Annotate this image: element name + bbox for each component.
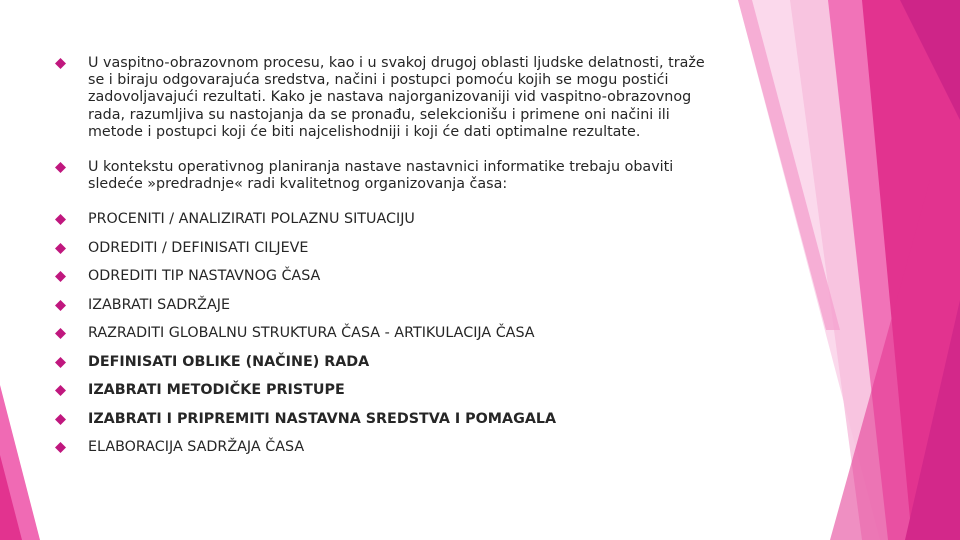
list-item	[55, 211, 725, 228]
diamond-bullet-icon	[55, 357, 66, 368]
list-item-text: ODREDITI TIP NASTAVNOG ČASA	[88, 268, 321, 285]
list-item	[55, 297, 725, 314]
list-item	[55, 439, 725, 456]
list-item	[55, 354, 725, 371]
diamond-bullet-icon	[55, 214, 66, 225]
diamond-bullet-icon	[55, 385, 66, 396]
list-item	[55, 268, 725, 285]
diamond-bullet-icon	[55, 442, 66, 453]
list-item-text: U kontekstu operativnog planiranja nastave nastavnici informatike trebaju obaviti sledeće »predradnje« radi kvalitetnog organizovanja časa:	[88, 159, 674, 193]
list-item	[55, 325, 725, 342]
list-item-text: ODREDITI / DEFINISATI CILJEVE	[88, 239, 309, 256]
list-item	[55, 240, 725, 257]
list-item-text: PROCENITI / ANALIZIRATI POLAZNU SITUACIJU	[88, 211, 415, 228]
list-item-text: IZABRATI I PRIPREMITI NASTAVNA SREDSTVA I POMAGALA	[88, 410, 557, 427]
list-item-text: ELABORACIJA SADRŽAJA ČASA	[88, 439, 305, 456]
list-item-text: U vaspitno-obrazovnom procesu, kao i u svakoj drugoj oblasti ljudske delatnosti, traže se i biraju odgovarajuća sredstva, načini i postupci pomoću kojih se mogu postići zadovoljavajući rezultati. Kako je nastava najorganizovaniji vid vaspitno-obrazovnog rada, razumljiva su nastojanja da se pronađu, selekcionišu i primene oni načini ili metode i postupci koji će biti najcelishodniji i koji će dati optimalne rezultate.	[88, 55, 705, 140]
diamond-bullet-icon	[55, 162, 66, 173]
list-item-text: IZABRATI METODIČKE PRISTUPE	[88, 382, 345, 399]
list-item	[55, 55, 725, 141]
list-item-text: RAZRADITI GLOBALNU STRUKTURA ČASA - ARTIKULACIJA ČASA	[88, 325, 535, 342]
list-item	[55, 411, 725, 428]
diamond-bullet-icon	[55, 300, 66, 311]
diamond-bullet-icon	[55, 328, 66, 339]
bullet-list	[55, 55, 725, 457]
list-item-text: DEFINISATI OBLIKE (NAČINE) RADA	[88, 353, 370, 370]
slide-content	[55, 55, 725, 457]
list-item-text: IZABRATI SADRŽAJE	[88, 296, 231, 313]
diamond-bullet-icon	[55, 271, 66, 282]
list-item	[55, 159, 725, 193]
list-item	[55, 382, 725, 399]
diamond-bullet-icon	[55, 414, 66, 425]
diamond-bullet-icon	[55, 58, 66, 69]
diamond-bullet-icon	[55, 243, 66, 254]
